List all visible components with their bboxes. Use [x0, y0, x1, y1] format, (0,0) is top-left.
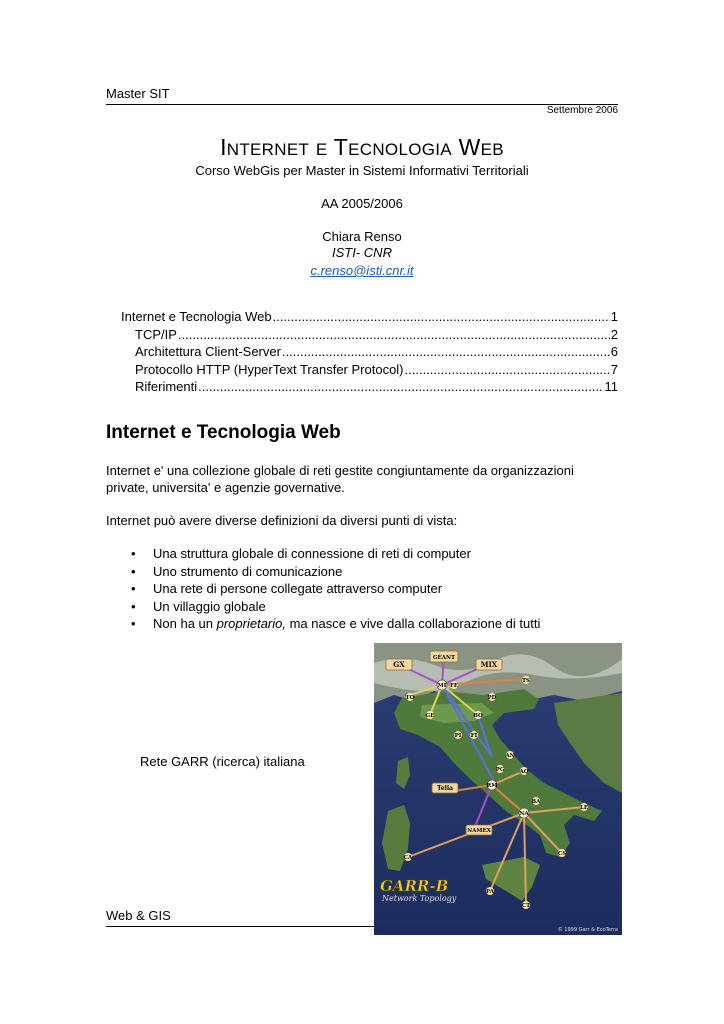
svg-text:LE: LE	[579, 805, 589, 811]
svg-text:BA: BA	[531, 799, 541, 805]
list-item: • Un villaggio globale	[131, 598, 266, 614]
header-course: Master SIT	[106, 86, 170, 101]
list-item: • Non ha un proprietario, ma nasce e vive dalla collaborazione di tutti	[131, 616, 541, 631]
svg-text:GX: GX	[393, 660, 405, 669]
svg-text:TO: TO	[405, 695, 415, 701]
toc-entry[interactable]: Riferimenti ..... 11	[106, 379, 618, 397]
svg-text:CA: CA	[403, 855, 413, 861]
author-name: Chiara Renso	[322, 229, 402, 244]
map-subtitle: Network Topology	[382, 894, 457, 903]
paragraph-viewpoints: Internet può avere diverse definizioni da diversi punti di vista:	[106, 513, 458, 528]
svg-text:Telia: Telia	[436, 785, 454, 792]
svg-text:GE: GE	[425, 713, 435, 719]
svg-text:PI: PI	[454, 733, 462, 739]
svg-text:CS: CS	[557, 851, 567, 857]
figure-caption: Rete GARR (ricerca) italiana	[140, 754, 305, 769]
svg-text:FE: FE	[449, 683, 459, 689]
section-heading: Internet e Tecnologia Web	[106, 422, 341, 443]
author-email-link[interactable]: c.renso@isti.cnr.it	[310, 263, 414, 278]
svg-text:PA: PA	[485, 889, 495, 895]
academic-year: AA 2005/2006	[321, 196, 403, 211]
toc-entry[interactable]: Architettura Client-Server ..... 6	[106, 344, 618, 362]
svg-text:MI: MI	[437, 683, 447, 689]
list-item: • Una rete di persone collegate attraverso computer	[131, 581, 443, 596]
garr-network-map	[374, 643, 622, 935]
svg-text:BO: BO	[473, 713, 483, 719]
svg-text:PD: PD	[487, 695, 497, 701]
svg-text:AQ: AQ	[519, 769, 529, 775]
author-institution: ISTI- CNR	[332, 245, 392, 260]
definition-list	[106, 545, 618, 633]
document-title: INTERNET E TECNOLOGIA WEB	[220, 134, 504, 160]
footer-rule	[106, 926, 374, 927]
svg-text:PG: PG	[495, 767, 505, 773]
header-date: Settembre 2006	[546, 105, 618, 116]
map-title: GARR-B	[380, 877, 449, 895]
svg-text:NAMEX: NAMEX	[467, 828, 491, 834]
svg-text:TS: TS	[521, 678, 531, 684]
svg-text:RM: RM	[486, 783, 498, 789]
toc-entry[interactable]: TCP/IP ..... 2	[106, 327, 618, 345]
author-email-wrap	[106, 262, 618, 280]
svg-text:MIX: MIX	[480, 660, 498, 669]
list-item: • Uno strumento di comunicazione	[131, 563, 343, 579]
svg-text:GÉANT: GÉANT	[432, 655, 456, 661]
table-of-contents	[106, 309, 618, 397]
paragraph-definition: Internet e' una collezione globale di reti gestite congiuntamente da organizzazioni private, universita' e agenzie governative.	[106, 463, 574, 495]
document-subtitle: Corso WebGis per Master in Sistemi Informativi Territoriali	[195, 163, 529, 178]
svg-text:CT: CT	[521, 903, 531, 909]
footer-course: Web & GIS	[106, 908, 171, 923]
svg-text:FI: FI	[470, 733, 478, 739]
toc-entry[interactable]: Protocollo HTTP (HyperText Transfer Protocol) ..... 7	[106, 362, 618, 380]
map-copyright: © 1999 Garr & EcoTerra	[557, 927, 618, 933]
svg-text:AN: AN	[505, 753, 515, 759]
list-item: • Una struttura globale di connessione di reti di computer	[131, 546, 471, 561]
svg-text:NA: NA	[519, 811, 529, 817]
toc-entry[interactable]: Internet e Tecnologia Web ..... 1	[106, 309, 618, 327]
